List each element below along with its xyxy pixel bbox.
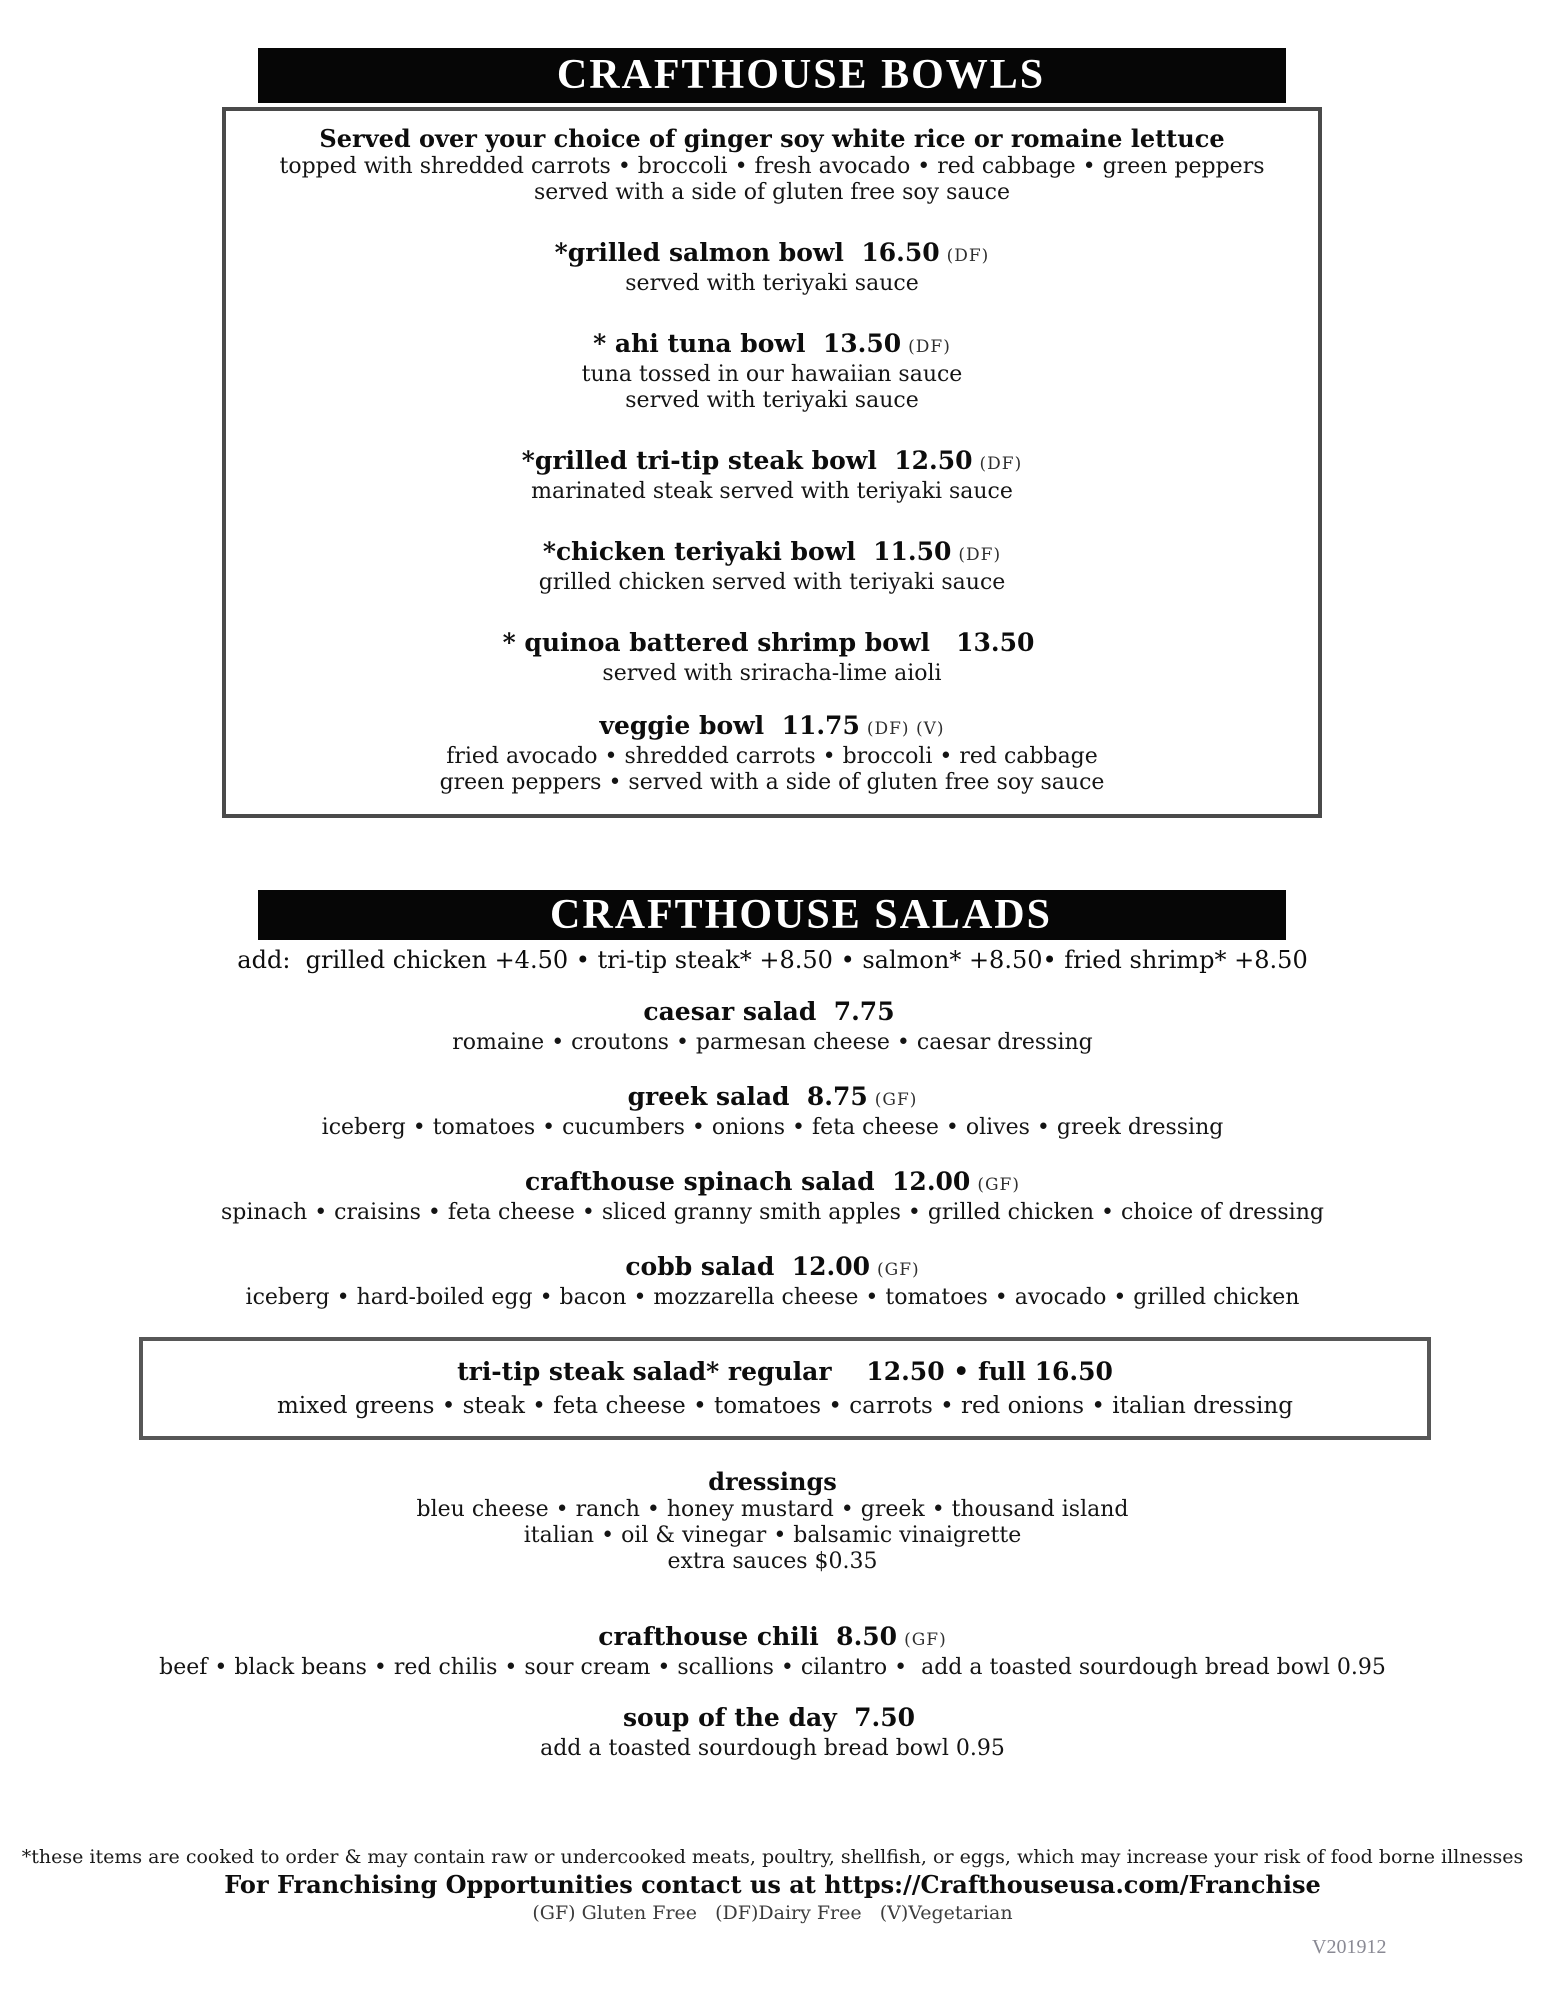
item-description: add a toasted sourdough bread bowl 0.95 bbox=[540, 1736, 1005, 1761]
menu-item-veggie-bowl bbox=[226, 711, 1318, 796]
item-description: served with teriyaki sauce bbox=[625, 388, 919, 413]
item-name: * quinoa battered shrimp bowl 13.50 bbox=[502, 628, 1035, 657]
salads-header-bar bbox=[258, 890, 1286, 940]
dressings-section bbox=[0, 1467, 1545, 1575]
item-name: cobb salad 12.00 bbox=[625, 1252, 871, 1281]
item-name-line bbox=[0, 1703, 1545, 1736]
item-name-line bbox=[0, 1082, 1545, 1115]
menu-item-soup-of-the-day bbox=[0, 1703, 1545, 1762]
bowls-intro-headline: Served over your choice of ginger soy white rice or romaine lettuce bbox=[319, 124, 1225, 153]
item-name-line bbox=[0, 1167, 1545, 1200]
item-description: green peppers • served with a side of gluten free soy sauce bbox=[439, 770, 1105, 795]
diet-tag: (GF) bbox=[874, 1090, 918, 1110]
item-name-line bbox=[0, 1252, 1545, 1285]
menu-item-grilled-salmon-bowl bbox=[226, 238, 1318, 297]
item-description: marinated steak served with teriyaki sauce bbox=[531, 479, 1013, 504]
bowls-box bbox=[222, 107, 1322, 818]
dressings-line: italian • oil & vinegar • balsamic vinaigrette bbox=[523, 1523, 1022, 1548]
item-name-line: tri-tip steak salad* regular 12.50 • full 16.50 bbox=[457, 1357, 1113, 1386]
franchising-line: For Franchising Opportunities contact us at https://Crafthouseusa.com/Franchise bbox=[224, 1870, 1321, 1899]
menu-version-code: V201912 bbox=[1312, 1936, 1387, 1958]
salads-section-title: CRAFTHOUSE SALADS bbox=[550, 892, 1052, 938]
item-description: iceberg • tomatoes • cucumbers • onions • feta cheese • olives • greek dressing bbox=[321, 1115, 1224, 1140]
diet-tag: (DF) bbox=[979, 454, 1023, 474]
item-name-line bbox=[226, 628, 1318, 661]
diet-tag: (GF) bbox=[977, 1175, 1020, 1195]
diet-tag: (DF) bbox=[958, 545, 1002, 565]
menu-item-crafthouse-spinach-salad bbox=[0, 1167, 1545, 1226]
item-name-line bbox=[0, 1622, 1545, 1655]
item-name: soup of the day 7.50 bbox=[622, 1703, 916, 1732]
item-name: caesar salad 7.75 bbox=[643, 997, 895, 1026]
item-description: iceberg • hard-boiled egg • bacon • mozzarella cheese • tomatoes • avocado • grilled chicken bbox=[245, 1285, 1300, 1310]
menu-item-ahi-tuna-bowl bbox=[226, 329, 1318, 414]
item-description: served with sriracha-lime aioli bbox=[602, 661, 942, 686]
dressings-title: dressings bbox=[708, 1467, 837, 1496]
item-description: served with teriyaki sauce bbox=[625, 271, 919, 296]
diet-legend-line: (GF) Gluten Free (DF)Dairy Free (V)Vegetarian bbox=[532, 1902, 1013, 1924]
item-description: grilled chicken served with teriyaki sauce bbox=[538, 570, 1006, 595]
item-description: beef • black beans • red chilis • sour cream • scallions • cilantro • add a toasted sourdough bread bowl 0.95 bbox=[159, 1655, 1386, 1680]
item-name-line bbox=[226, 537, 1318, 570]
item-name-line bbox=[226, 238, 1318, 271]
item-name-line bbox=[226, 446, 1318, 479]
bowls-intro bbox=[226, 124, 1318, 206]
menu-item-greek-salad bbox=[0, 1082, 1545, 1141]
dressings-line: bleu cheese • ranch • honey mustard • greek • thousand island bbox=[416, 1497, 1129, 1522]
item-name: *chicken teriyaki bowl 11.50 bbox=[542, 537, 952, 566]
item-description: fried avocado • shredded carrots • broccoli • red cabbage bbox=[446, 744, 1098, 769]
item-description: spinach • craisins • feta cheese • sliced granny smith apples • grilled chicken • choice of dressing bbox=[221, 1200, 1324, 1225]
menu-item-chicken-teriyaki-bowl bbox=[226, 537, 1318, 596]
bowls-section-title: CRAFTHOUSE BOWLS bbox=[556, 52, 1046, 98]
bowls-intro-sauce: served with a side of gluten free soy sauce bbox=[533, 180, 1010, 205]
bowls-header-bar bbox=[258, 48, 1286, 103]
diet-tag: (GF) bbox=[904, 1630, 947, 1650]
item-description: tuna tossed in our hawaiian sauce bbox=[581, 362, 963, 387]
item-name: * ahi tuna bowl 13.50 bbox=[593, 329, 902, 358]
menu-item-tri-tip-steak-salad-box bbox=[139, 1337, 1431, 1440]
item-name: greek salad 8.75 bbox=[627, 1082, 868, 1111]
menu-item-crafthouse-chili bbox=[0, 1622, 1545, 1681]
item-name: *grilled salmon bowl 16.50 bbox=[554, 238, 940, 267]
diet-tag: (DF) (V) bbox=[866, 719, 945, 739]
cooked-to-order-disclaimer: *these items are cooked to order & may contain raw or undercooked meats, poultry, shellfish, or eggs, which may increase your risk of food borne illnesses bbox=[21, 1846, 1524, 1868]
item-name-line bbox=[226, 329, 1318, 362]
menu-item-caesar-salad bbox=[0, 997, 1545, 1056]
item-description: romaine • croutons • parmesan cheese • caesar dressing bbox=[452, 1030, 1093, 1055]
menu-item-grilled-tri-tip-steak-bowl bbox=[226, 446, 1318, 505]
item-name: veggie bowl 11.75 bbox=[599, 711, 860, 740]
salad-addons-line: add: grilled chicken +4.50 • tri-tip steak* +8.50 • salmon* +8.50• fried shrimp* +8.50 bbox=[237, 946, 1308, 974]
item-name: crafthouse spinach salad 12.00 bbox=[525, 1167, 971, 1196]
item-name: crafthouse chili 8.50 bbox=[598, 1622, 898, 1651]
bowls-intro-toppings: topped with shredded carrots • broccoli • fresh avocado • red cabbage • green peppers bbox=[279, 154, 1265, 179]
menu-item-quinoa-battered-shrimp-bowl bbox=[226, 628, 1318, 687]
item-name-line bbox=[0, 997, 1545, 1030]
dressings-extra-sauces: extra sauces $0.35 bbox=[667, 1549, 878, 1574]
menu-item-cobb-salad bbox=[0, 1252, 1545, 1311]
diet-tag: (DF) bbox=[908, 337, 951, 357]
item-name: *grilled tri-tip steak bowl 12.50 bbox=[521, 446, 973, 475]
diet-tag: (GF) bbox=[877, 1260, 920, 1280]
item-description: mixed greens • steak • feta cheese • tomatoes • carrots • red onions • italian dressing bbox=[277, 1393, 1293, 1419]
item-name-line bbox=[226, 711, 1318, 744]
diet-tag: (DF) bbox=[946, 246, 990, 266]
